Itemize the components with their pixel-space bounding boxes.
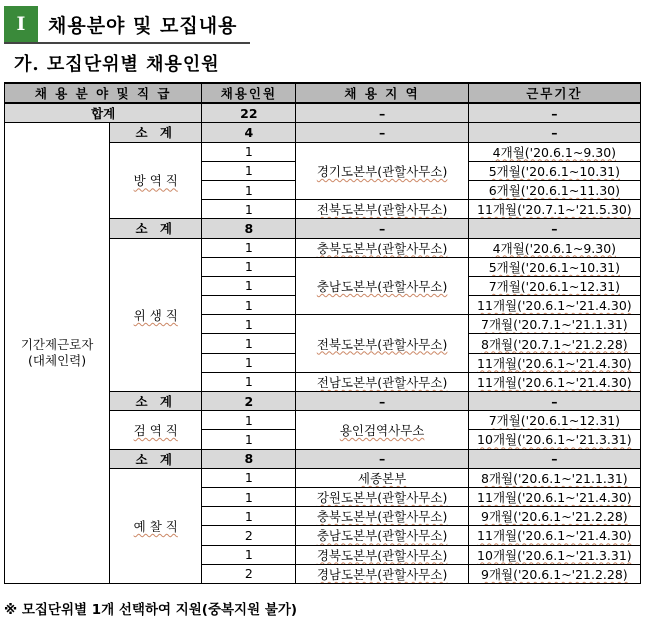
- subtotal-period: –: [468, 219, 640, 238]
- region: [296, 526, 468, 545]
- region: [296, 372, 468, 391]
- subtotal-region: –: [296, 123, 468, 142]
- work-period-label: 4개월('20.6.1~9.30): [492, 144, 617, 160]
- category-cell: [5, 123, 110, 584]
- headcount: 1: [202, 372, 296, 391]
- total-row: [5, 103, 641, 123]
- work-period-label: 11개월('20.6.1~'21.4.30): [477, 374, 632, 390]
- section-underline: [4, 42, 250, 44]
- subtotal-period: –: [468, 123, 640, 142]
- header-period: 근무기간: [468, 83, 640, 103]
- headcount: 1: [202, 276, 296, 295]
- work-period: [468, 276, 640, 295]
- work-period: [468, 353, 640, 372]
- region: [296, 142, 468, 200]
- work-period-label: 11개월('20.6.1~'21.4.30): [477, 355, 632, 371]
- region-label: 강원도본부(관할사무소): [316, 490, 448, 506]
- region-label: 세종본부: [357, 470, 407, 486]
- subtotal-label: 소 계: [110, 219, 202, 238]
- subtotal-count: 8: [202, 219, 296, 238]
- headcount: 1: [202, 315, 296, 334]
- work-period: [468, 238, 640, 257]
- header-count: 채용인원: [202, 83, 296, 103]
- headcount: 1: [202, 411, 296, 430]
- subtotal-label: 소 계: [110, 449, 202, 468]
- work-period-label: 4개월('20.6.1~9.30): [492, 240, 617, 256]
- work-period-label: 9개월('20.6.1~'21.2.28): [481, 509, 628, 525]
- work-period: [468, 315, 640, 334]
- region: [296, 545, 468, 564]
- region-label: 전남도본부(관할사무소): [316, 374, 448, 390]
- work-period-label: 8개월('20.7.1~'21.2.28): [481, 336, 628, 352]
- table-header-row: [5, 83, 641, 103]
- subtotal-row: [5, 123, 641, 142]
- headcount: 1: [202, 353, 296, 372]
- work-period: [468, 545, 640, 564]
- headcount: 1: [202, 334, 296, 353]
- headcount: 1: [202, 238, 296, 257]
- job-title: [110, 142, 202, 219]
- work-period-label: 7개월('20.6.1~12.31): [488, 413, 621, 429]
- region: [296, 507, 468, 526]
- subtotal-count: 2: [202, 392, 296, 411]
- section-number: Ⅰ: [4, 6, 38, 42]
- work-period: [468, 411, 640, 430]
- subtotal-label: 소 계: [110, 392, 202, 411]
- work-period: [468, 487, 640, 506]
- section-title: 채용분야 및 모집내용: [48, 14, 238, 37]
- region-label: 경북도본부(관할사무소): [316, 547, 448, 563]
- region: [296, 564, 468, 583]
- job-title-label: 방 역 직: [133, 173, 178, 189]
- region: [296, 468, 468, 487]
- footnote: ※ 모집단위별 1개 선택하여 지원(중복지원 불가): [4, 602, 298, 618]
- work-period-label: 5개월('20.6.1~10.31): [488, 259, 621, 275]
- work-period-label: 7개월('20.7.1~'21.1.31): [481, 317, 628, 333]
- subtotal-period: –: [468, 449, 640, 468]
- work-period-label: 11개월('20.6.1~'21.4.30): [477, 528, 632, 544]
- job-title-label: 검 역 직: [133, 422, 178, 438]
- total-region: –: [296, 103, 468, 123]
- work-period-label: 11개월('20.6.1~'21.4.30): [477, 490, 632, 506]
- job-title: [110, 468, 202, 583]
- work-period-label: 11개월('20.7.1~'21.5.30): [477, 202, 632, 218]
- subtotal-count: 4: [202, 123, 296, 142]
- work-period-label: 10개월('20.6.1~'21.3.31): [477, 432, 632, 448]
- work-period: [468, 468, 640, 487]
- headcount: 1: [202, 257, 296, 276]
- region: [296, 257, 468, 315]
- job-title: [110, 411, 202, 449]
- headcount: 1: [202, 161, 296, 180]
- job-title: [110, 238, 202, 392]
- section-header: [4, 6, 237, 42]
- subtotal-count: 8: [202, 449, 296, 468]
- work-period-label: 7개월('20.6.1~12.31): [488, 278, 621, 294]
- header-field: 채 용 분 야 및 직 급: [5, 83, 202, 103]
- subtotal-region: –: [296, 219, 468, 238]
- job-title-label: 위 생 직: [133, 307, 178, 323]
- headcount: 1: [202, 200, 296, 219]
- region-label: 충북도본부(관할사무소): [316, 240, 448, 256]
- recruitment-table: [4, 82, 641, 584]
- work-period: [468, 257, 640, 276]
- work-period: [468, 142, 640, 161]
- region-label: 경기도본부(관할사무소): [316, 163, 448, 179]
- subtotal-period: –: [468, 392, 640, 411]
- region-label: 경남도본부(관할사무소): [316, 566, 448, 582]
- headcount: 2: [202, 564, 296, 583]
- headcount: 1: [202, 545, 296, 564]
- region: [296, 487, 468, 506]
- total-label: 합계: [5, 103, 202, 123]
- work-period-label: 8개월('20.6.1~'21.1.31): [481, 470, 628, 486]
- subtotal-label: 소 계: [110, 123, 202, 142]
- headcount: 2: [202, 526, 296, 545]
- region-label: 전북도본부(관할사무소): [316, 202, 448, 218]
- work-period: [468, 334, 640, 353]
- headcount: 1: [202, 430, 296, 449]
- work-period: [468, 296, 640, 315]
- headcount: 1: [202, 142, 296, 161]
- header-region: 채 용 지 역: [296, 83, 468, 103]
- headcount: 1: [202, 180, 296, 199]
- work-period: [468, 180, 640, 199]
- total-count: 22: [202, 103, 296, 123]
- job-title-label: 예 찰 직: [133, 518, 178, 534]
- region: [296, 411, 468, 449]
- region: [296, 238, 468, 257]
- region-label: 충남도본부(관할사무소): [316, 278, 448, 294]
- headcount: 1: [202, 468, 296, 487]
- region: [296, 315, 468, 373]
- work-period: [468, 161, 640, 180]
- work-period: [468, 200, 640, 219]
- subtotal-region: –: [296, 392, 468, 411]
- region-label: 충남도본부(관할사무소): [316, 528, 448, 544]
- work-period-label: 9개월('20.6.1~'21.2.28): [481, 566, 628, 582]
- subtotal-region: –: [296, 449, 468, 468]
- total-period: –: [468, 103, 640, 123]
- region: [296, 200, 468, 219]
- region-label: 전북도본부(관할사무소): [316, 336, 448, 352]
- region-label: 충북도본부(관할사무소): [316, 509, 448, 525]
- work-period-label: 10개월('20.6.1~'21.3.31): [477, 547, 632, 563]
- headcount: 1: [202, 296, 296, 315]
- headcount: 1: [202, 487, 296, 506]
- headcount: 1: [202, 507, 296, 526]
- work-period-label: 11개월('20.6.1~'21.4.30): [477, 298, 632, 314]
- work-period: [468, 430, 640, 449]
- category-label: 기간제근로자: [20, 337, 94, 353]
- category-sublabel: (대체인력): [28, 353, 87, 369]
- subsection-title: 가. 모집단위별 채용인원: [14, 54, 220, 75]
- work-period: [468, 564, 640, 583]
- work-period: [468, 526, 640, 545]
- work-period: [468, 372, 640, 391]
- work-period-label: 6개월('20.6.1~11.30): [488, 183, 621, 199]
- work-period-label: 5개월('20.6.1~10.31): [488, 163, 621, 179]
- region-label: 용인검역사무소: [339, 422, 425, 438]
- work-period: [468, 507, 640, 526]
